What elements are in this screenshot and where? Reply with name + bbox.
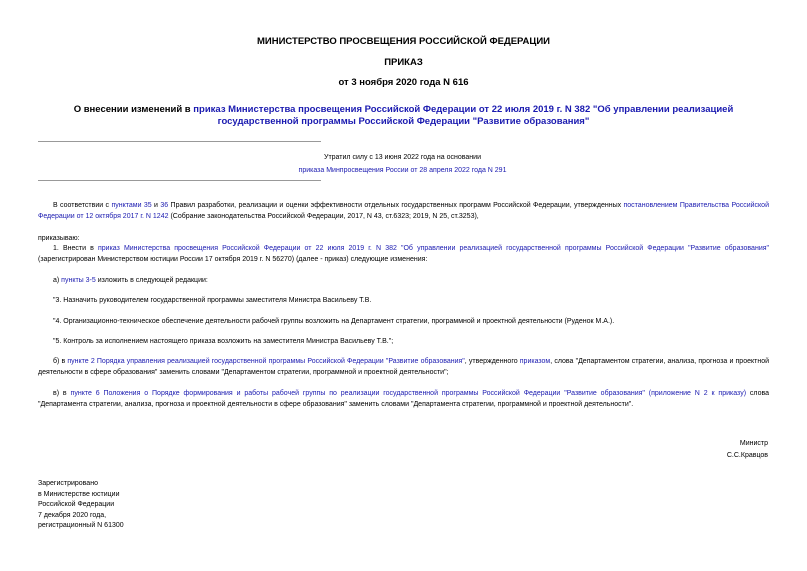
doc-date-number: от 3 ноября 2020 года N 616 — [338, 77, 469, 88]
registration-line: 7 декабря 2020 года, — [38, 511, 107, 519]
paragraph-clause-4: "4. Организационно-техническое обеспечение деятельности рабочей группы возложить на Департамент стратегии, программной и проектной деятельности (Руденок М.А.). — [53, 318, 615, 325]
title-order-link[interactable]: приказ Министерства просвещения Российской Федерации от 22 июля 2019 г. N 382 "Об управлении реализацией государственной программы Российской Федерации "Развитие образования" — [193, 104, 734, 127]
text-span: б) в — [53, 358, 68, 365]
link-regulation-item-6[interactable]: пункте 6 Положения о Порядке формирования и работы рабочей группы по реализации государственной программы Российской Федерации "Развитие образования" (приложение N 2 к приказу) — [70, 390, 747, 397]
signature-position: Министр — [739, 440, 768, 447]
paragraph-item-v — [38, 389, 769, 410]
ministry-heading: МИНИСТЕРСТВО ПРОСВЕЩЕНИЯ РОССИЙСКОЙ ФЕДЕРАЦИИ — [256, 36, 551, 47]
text-span: 1. Внести в — [53, 245, 98, 252]
link-procedure-item-2[interactable]: пункте 2 Порядка управления реализацией государственной программы Российской Федерации "Развитие образования" — [67, 358, 465, 365]
document-title — [50, 104, 757, 128]
status-note-text: Утратил силу с 13 июня 2022 года на основании — [324, 154, 481, 161]
text-span: , слова "Департаментом стратегии, анализа, прогноза и проектной деятельности в сфере образования" заменить словами "Департаментом стратегии, программной и проектной деятельности"; — [38, 358, 770, 376]
paragraph-item-a — [38, 276, 769, 287]
paragraph-item-1 — [38, 244, 769, 265]
registration-line: Зарегистрировано — [38, 480, 98, 487]
registration-line: регистрационный N 61300 — [38, 522, 124, 529]
signature-name: С.С.Кравцов — [726, 451, 768, 459]
text-span: , утвержденного — [464, 358, 520, 365]
text-span: и — [151, 202, 161, 209]
paragraph-item-b — [38, 357, 769, 378]
text-span: (Собрание законодательства Российской Федерации, 2017, N 43, ст.6323; 2019, N 25, ст.3253), — [168, 212, 479, 220]
text-span: Правил разработки, реализации и оценки эффективности отдельных государственных программ Российской Федерации, утвержденных — [168, 202, 624, 209]
link-order-382[interactable]: приказ Министерства просвещения Российской Федерации от 22 июля 2019 г. N 382 "Об управлении реализацией государственной программы Российской Федерации "Развитие образования" — [97, 245, 770, 252]
text-span: а) — [53, 277, 62, 284]
link-resolution-1242[interactable]: постановлением Правительства Российской Федерации от 12 октября 2017 г. N 1242 — [38, 202, 769, 220]
link-item-36[interactable]: 36 — [160, 202, 169, 209]
link-items-3-5[interactable]: пункты 3-5 — [61, 277, 96, 284]
status-note — [290, 151, 515, 177]
text-span: слова "Департамента стратегии, анализа, прогноза и проектной деятельности в сфере образования" заменить словами "Департамента стратегии, программной и проектной деятельности". — [38, 390, 769, 408]
registration-line: Российской Федерации — [38, 501, 115, 508]
signature-block — [727, 438, 768, 461]
link-order[interactable]: приказом — [519, 358, 551, 365]
status-note-link[interactable]: приказа Минпросвещения России от 28 апреля 2022 года N 291 — [298, 167, 507, 174]
doc-type-heading: ПРИКАЗ — [384, 57, 423, 68]
text-span: изложить в следующей редакции: — [95, 277, 208, 284]
paragraph-clause-5: "5. Контроль за исполнением настоящего приказа возложить на заместителя Министра Васильеву Т.В."; — [53, 338, 394, 345]
divider-bottom — [38, 180, 321, 181]
registration-line: в Министерстве юстиции — [38, 490, 120, 498]
text-span: (зарегистрирован Министерством юстиции России 17 октября 2019 г. N 56270) (далее - приказ) следующие изменения: — [38, 255, 428, 263]
text-span: В соответствии с — [53, 202, 112, 209]
paragraph-basis — [38, 201, 769, 222]
divider-top — [38, 141, 321, 142]
text-span: в) в — [53, 390, 71, 397]
paragraph-order-word: приказываю: — [38, 235, 80, 242]
paragraph-clause-3: "3. Назначить руководителем государственной программы заместителя Министра Васильеву Т.В. — [53, 297, 372, 304]
link-item-35[interactable]: пунктами 35 — [111, 202, 152, 209]
title-prefix: О внесении изменений в — [73, 104, 194, 115]
registration-block — [38, 479, 124, 532]
